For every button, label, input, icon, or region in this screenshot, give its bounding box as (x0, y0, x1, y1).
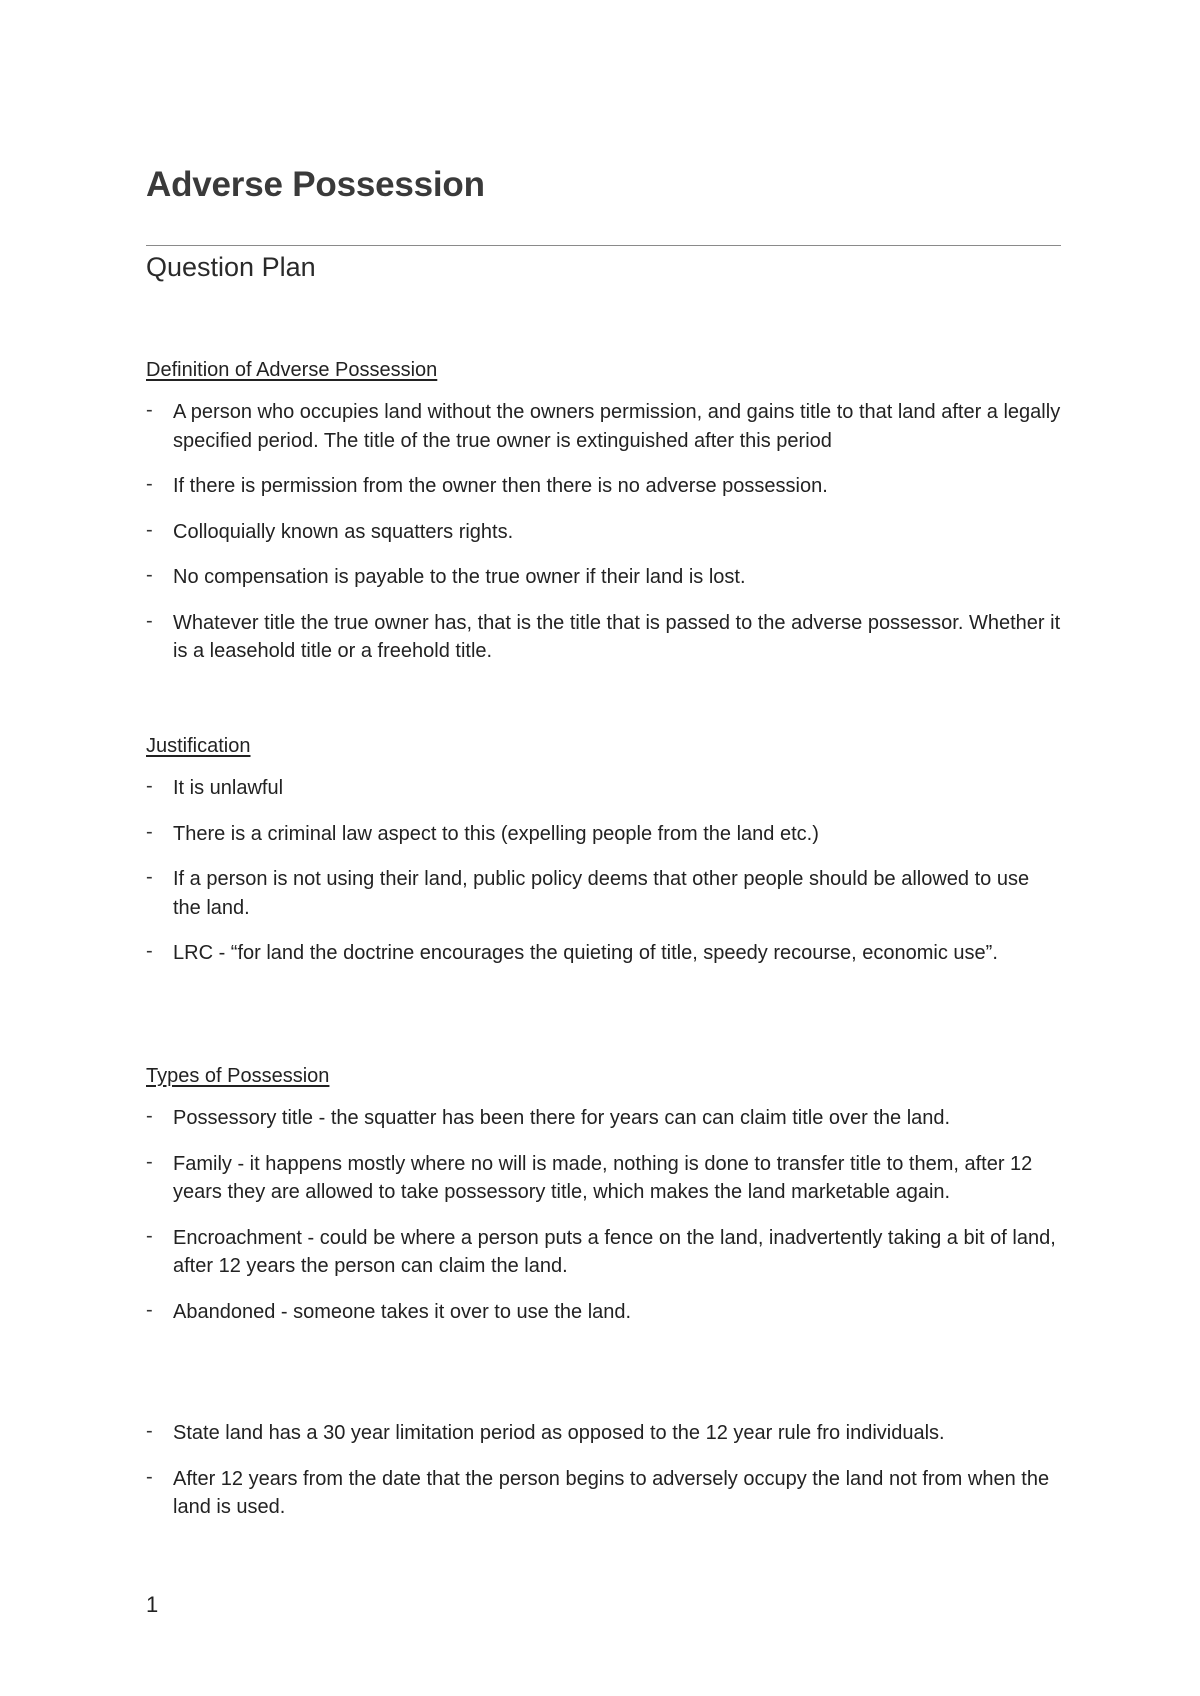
section-heading: Definition of Adverse Possession (146, 359, 438, 381)
dash-bullet-icon: - (146, 473, 153, 495)
list-item-text: If a person is not using their land, public policy deems that other people should be allowed to use the land. (173, 868, 1030, 919)
list-item (146, 609, 1061, 666)
section-heading: Types of Possession (146, 1065, 330, 1087)
dash-bullet-icon: - (146, 399, 153, 421)
list-item (146, 1224, 1061, 1281)
dash-bullet-icon: - (146, 1420, 153, 1442)
dash-bullet-icon: - (146, 866, 153, 888)
list-item (146, 774, 1061, 803)
list-item (146, 563, 1061, 592)
list-item-text: Abandoned - someone takes it over to use the land. (173, 1300, 632, 1323)
list-item (146, 865, 1061, 922)
dash-bullet-icon: - (146, 1224, 153, 1247)
list-item-text: State land has a 30 year limitation period as opposed to the 12 year rule fro individuals. (173, 1422, 945, 1444)
page-number: 1 (146, 1592, 159, 1617)
dash-bullet-icon: - (146, 518, 153, 541)
list-item (146, 472, 1061, 501)
section-types-of-possession (146, 1062, 1061, 1343)
section-heading: Justification (146, 735, 251, 757)
list-item-text: If there is permission from the owner then there is no adverse possession. (173, 475, 828, 497)
list-item-text: LRC - “for land the doctrine encourages the quieting of title, speedy recourse, economic use”. (173, 942, 998, 964)
document-subtitle: Question Plan (146, 252, 316, 282)
dash-bullet-icon: - (146, 1150, 153, 1173)
dash-bullet-icon: - (146, 564, 153, 586)
dash-bullet-icon: - (146, 820, 153, 843)
list-item (146, 1104, 1061, 1133)
dash-bullet-icon: - (146, 775, 153, 797)
list-item-text: No compensation is payable to the true owner if their land is lost. (173, 566, 746, 588)
list-item (146, 1298, 1061, 1327)
list-item (146, 1465, 1061, 1522)
list-item (146, 398, 1061, 455)
bullet-list (146, 774, 1061, 968)
list-item-text: A person who occupies land without the owners permission, and gains title to that land after a legally specified period. The title of the true owner is extinguished after this period (173, 401, 1061, 452)
bullet-list (146, 1104, 1061, 1326)
list-item (146, 1150, 1061, 1207)
dash-bullet-icon: - (146, 1465, 153, 1488)
dash-bullet-icon: - (146, 940, 153, 962)
bullet-list (146, 398, 1061, 666)
section-justification (146, 732, 1061, 985)
list-item-text: Family - it happens mostly where no will is made, nothing is done to transfer title to them, after 12 years they are allowed to take possessory title, which makes the land marketable again. (173, 1152, 1033, 1203)
section-definition (146, 356, 1061, 683)
title-divider (146, 245, 1061, 246)
list-item (146, 1419, 1061, 1448)
list-item-text: It is unlawful (173, 777, 284, 799)
list-item-text: There is a criminal law aspect to this (expelling people from the land etc.) (173, 822, 819, 845)
list-item-text: Encroachment - could be where a person puts a fence on the land, inadvertently taking a bit of land, after 12 years the person can claim the land. (173, 1226, 1056, 1277)
dash-bullet-icon: - (146, 609, 153, 632)
list-item (146, 820, 1061, 849)
list-item (146, 939, 1061, 968)
document-title: Adverse Possession (146, 165, 485, 204)
bullet-list (146, 1419, 1061, 1522)
list-item-text: Colloquially known as squatters rights. (173, 520, 514, 543)
list-item (146, 518, 1061, 547)
list-item-text: Whatever title the true owner has, that is the title that is passed to the adverse possessor. Whether it is a leasehold title or a freehold title. (173, 611, 1061, 662)
list-item-text: Possessory title - the squatter has been there for years can can claim title over the land. (173, 1107, 951, 1129)
dash-bullet-icon: - (146, 1105, 153, 1127)
section-limitation-periods (146, 1419, 1061, 1539)
list-item-text: After 12 years from the date that the person begins to adversely occupy the land not from when the land is used. (173, 1467, 1050, 1518)
dash-bullet-icon: - (146, 1298, 153, 1321)
